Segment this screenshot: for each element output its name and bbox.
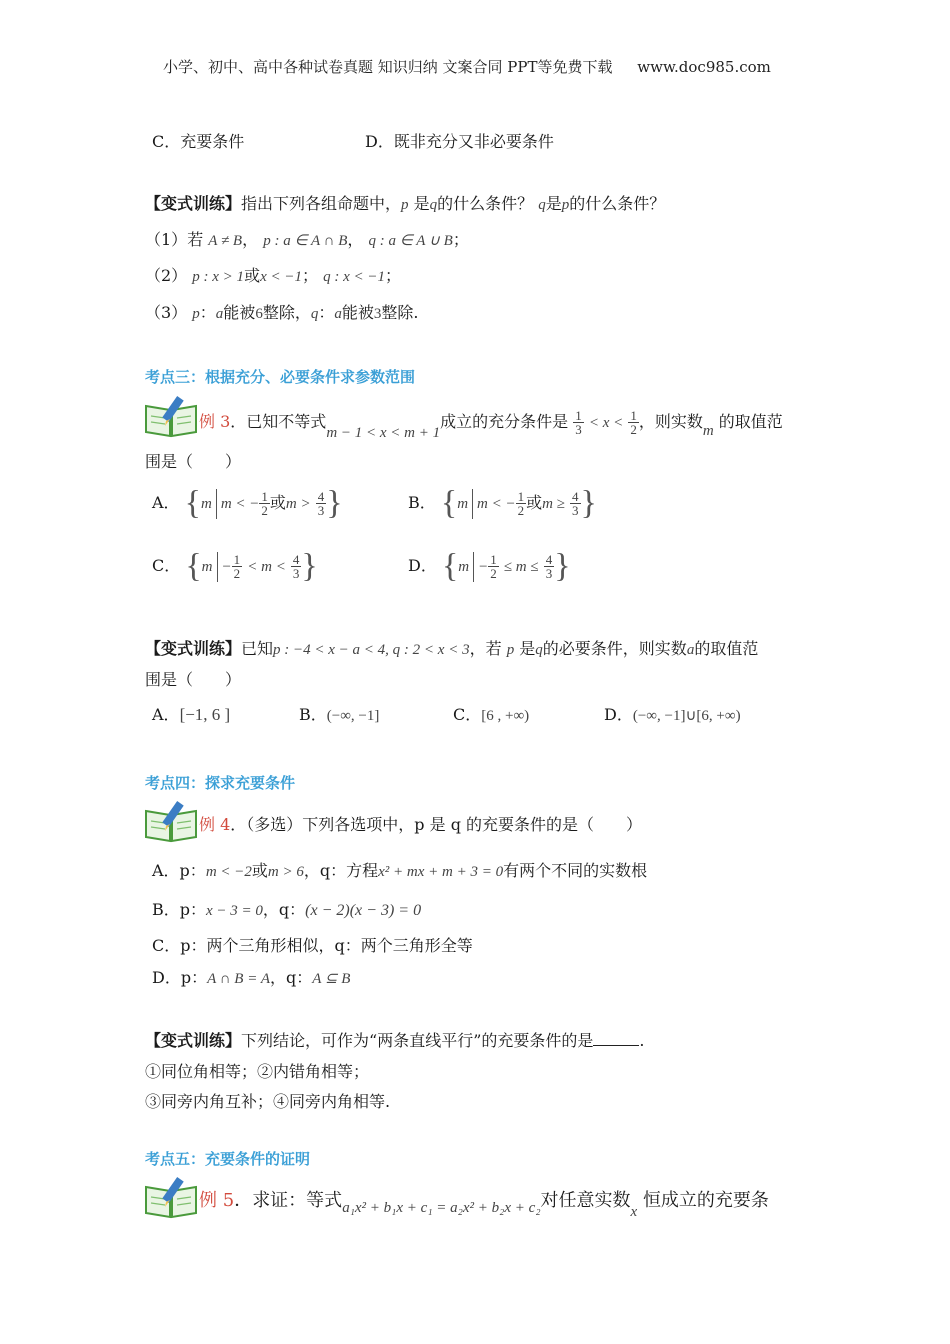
fraction-four-thirds: [316, 490, 327, 517]
math-q: q: [538, 197, 546, 213]
text: ．: [234, 1190, 253, 1211]
variant-2-option-c[interactable]: [453, 704, 529, 727]
example-5-line-1: [199, 1188, 769, 1220]
text: ，: [242, 230, 259, 249]
math-a: a: [334, 306, 342, 322]
math-interval: (−∞, −1]: [326, 708, 380, 724]
math-expr: q : a ∈ A ∪ B: [368, 233, 453, 249]
math-a: a: [686, 642, 695, 658]
text: 或: [269, 493, 286, 512]
fraction-four-thirds: [544, 553, 555, 580]
variant-1-item-1: [145, 229, 469, 252]
math-expr: m < −: [477, 496, 516, 512]
text: ：: [318, 303, 335, 322]
text: 求证：等式: [252, 1190, 343, 1211]
text: 能被: [341, 303, 374, 322]
math-q: q: [429, 197, 438, 213]
text: 对任意实数: [540, 1190, 631, 1211]
math-expr: −: [221, 559, 232, 575]
math-expr: (x − 2)(x − 3) = 0: [305, 902, 422, 919]
example-4-option-c[interactable]: C．p：两个三角形相似，q：两个三角形全等: [152, 936, 473, 955]
frac-den: 3: [575, 422, 582, 437]
prev-option-d: D．既非充分又非必要条件: [365, 132, 554, 151]
frac-num: 1: [630, 408, 637, 423]
text: ．: [230, 815, 247, 834]
example-3-option-a[interactable]: [152, 480, 343, 526]
option-letter: A．: [152, 705, 180, 724]
section-4-heading: 考点四：探求充要条件: [145, 774, 296, 792]
text: ，: [347, 230, 364, 249]
fraction-one-half: [628, 409, 639, 436]
frac-den: 3: [545, 566, 553, 581]
math-x: x: [630, 1204, 638, 1220]
book-pencil-icon: [143, 799, 199, 843]
header-text: 小学、初中、高中各种试卷真题 知识归纳 文案合同 PPT等免费下载: [163, 58, 613, 76]
brace-open: {: [184, 484, 201, 522]
math-interval: (−∞, −1]∪[6, +∞): [632, 708, 741, 724]
frac-den: 2: [630, 422, 637, 437]
variant-1-item-2: [145, 265, 401, 288]
brace-open: {: [441, 547, 459, 585]
set-bar: [217, 552, 218, 582]
option-letter: C．: [152, 556, 181, 575]
variant-2-option-a[interactable]: [152, 704, 230, 726]
variant-1-intro: [145, 193, 665, 216]
math-num: 3: [373, 306, 382, 322]
variant-3-line-1: [145, 1030, 644, 1052]
header-url[interactable]: www.doc985.com: [637, 58, 771, 76]
frac-den: 3: [317, 503, 325, 518]
frac-num: 4: [292, 552, 300, 567]
fraction-one-third: [573, 409, 584, 436]
variant-2-option-b[interactable]: [299, 704, 379, 727]
example-4-question: [199, 814, 642, 836]
text: 的什么条件？: [437, 194, 534, 213]
text: 下列结论，可作为“两条直线平行”的充要条件的是: [241, 1031, 594, 1050]
math-interval: [−1, 6 ]: [179, 705, 231, 724]
math-expr: a₁x² + b₁x + c₁ = a₂x² + b₂x + c₂: [342, 1200, 541, 1216]
variant-2-option-d[interactable]: [604, 704, 741, 727]
variant-2-line-2: 围是（ ）: [145, 670, 242, 689]
math-p: p: [401, 197, 409, 213]
math-expr: p : −4 < x − a < 4, q : 2 < x < 3: [273, 642, 470, 658]
set-bar: [216, 489, 217, 519]
math-p: p: [506, 642, 515, 658]
text: 整除，: [262, 303, 311, 322]
brace-close: }: [326, 484, 343, 522]
text: 成立的充分条件是: [440, 412, 569, 431]
example-3-option-d[interactable]: [408, 543, 571, 589]
fraction-half: [488, 553, 499, 580]
text: （多选）下列各选项中，p 是 q 的充要条件的是（ ）: [246, 815, 643, 834]
example-3-line-2: 围是（ ）: [145, 452, 242, 471]
variant-3-line-2: ①同位角相等；②内错角相等；: [145, 1062, 370, 1081]
book-pencil-icon: [143, 394, 199, 438]
text: .: [639, 1031, 645, 1050]
option-letter: B．: [299, 705, 327, 724]
text: 有两个不同的实数根: [503, 861, 648, 880]
text: 的必要条件，则实数: [542, 639, 687, 658]
math-q: q: [310, 306, 319, 322]
section-3-heading: 考点三：根据充分、必要条件求参数范围: [145, 368, 416, 386]
text: ．: [230, 412, 247, 431]
math-expr: m >: [285, 496, 311, 512]
example-label: 例 5: [199, 1190, 235, 1211]
math-interval: [6 , +∞): [481, 708, 530, 724]
brace-close: }: [301, 547, 318, 585]
math-expr: m ≥: [542, 496, 565, 512]
text: ，若: [469, 639, 502, 658]
math-expr: ≤ m ≤: [503, 559, 539, 575]
fraction-four-thirds: [570, 490, 581, 517]
text: 若: [187, 230, 204, 249]
set-bar: [472, 489, 473, 519]
item-number: （3）: [145, 303, 188, 322]
frac-den: 2: [233, 566, 241, 581]
text: 已知: [241, 639, 274, 658]
math-expr: m < −: [220, 496, 260, 512]
brace-close: }: [580, 484, 597, 522]
text: ；: [301, 266, 318, 285]
fraction-half: [232, 553, 243, 580]
brace-open: {: [185, 547, 202, 585]
math-expr: x − 3 = 0: [206, 903, 263, 919]
text: 已知不等式: [246, 412, 327, 431]
item-number: （1）: [145, 230, 188, 249]
math-expr: A ∩ B = A: [207, 971, 270, 987]
math-ineq: m − 1 < x < m + 1: [326, 425, 441, 441]
frac-den: 3: [572, 503, 579, 518]
math-expr: m > 6: [267, 864, 304, 880]
section-5-heading: 考点五：充要条件的证明: [145, 1150, 311, 1168]
text: ；: [452, 230, 469, 249]
option-letter: C．: [453, 705, 482, 724]
math-expr: < m <: [247, 559, 286, 575]
frac-den: 2: [261, 503, 268, 518]
text: 的取值范: [694, 639, 759, 658]
brace-open: {: [440, 484, 458, 522]
math-expr: x² + mx + m + 3 = 0: [378, 864, 504, 880]
variant-2-line-1: [145, 638, 758, 661]
math-m: m: [200, 496, 212, 512]
text: ，q：: [269, 968, 313, 987]
math-expr: q : x < −1: [323, 269, 385, 285]
example-4-option-d[interactable]: [152, 967, 350, 990]
text: 是: [413, 194, 430, 213]
example-label: 例 3: [199, 412, 231, 431]
option-letter: D．: [604, 705, 633, 724]
text: 或: [526, 493, 543, 512]
frac-num: 1: [490, 552, 497, 567]
math-m: m: [702, 423, 714, 439]
math-m: m: [458, 559, 470, 575]
variant-3-line-3: ③同旁内角互补；④同旁内角相等.: [145, 1092, 391, 1111]
text: 恒成立的充要条: [642, 1190, 769, 1211]
variant-tag: 【变式训练】: [145, 194, 242, 213]
frac-num: 4: [317, 489, 325, 504]
math-m: m: [457, 496, 469, 512]
example-4-option-b[interactable]: [152, 899, 421, 922]
text: 整除.: [381, 303, 419, 322]
option-label: A．p：: [152, 861, 206, 880]
math-ineq: < x <: [588, 415, 624, 431]
option-label: B．p：: [152, 900, 207, 919]
text: ；: [385, 266, 402, 285]
text: ，则实数: [638, 412, 703, 431]
math-q: q: [535, 642, 543, 658]
frac-num: 4: [572, 489, 579, 504]
text: ：: [199, 303, 216, 322]
math-m: m: [201, 559, 213, 575]
example-3-line-1: [199, 402, 783, 442]
example-3-option-b[interactable]: [408, 480, 597, 526]
text: 的什么条件？: [569, 194, 666, 213]
text: ，q：方程: [303, 861, 379, 880]
prev-option-c: C．充要条件: [152, 132, 245, 151]
text: 或: [244, 266, 261, 285]
fraction-four-thirds: [291, 553, 302, 580]
math-expr: p : a ∈ A ∩ B: [263, 233, 348, 249]
fraction-half: [516, 490, 527, 517]
example-label: 例 4: [199, 815, 231, 834]
site-header: [163, 56, 771, 78]
math-expr: x < −1: [260, 269, 302, 285]
text: 是: [545, 194, 562, 213]
variant-tag: 【变式训练】: [145, 1031, 242, 1050]
frac-num: 1: [233, 552, 241, 567]
text: 的取值范: [718, 412, 783, 431]
text: ，q：: [262, 900, 306, 919]
math-p: p: [192, 306, 200, 322]
option-letter: B．: [408, 493, 436, 512]
option-label: D．p：: [152, 968, 208, 987]
variant-1-item-3: [145, 302, 418, 325]
option-letter: D．: [408, 556, 437, 575]
math-expr: p : x > 1: [192, 269, 245, 285]
math-p: p: [561, 197, 570, 213]
math-expr: A ≠ B: [208, 233, 243, 249]
example-4-option-a[interactable]: [152, 860, 647, 883]
fraction-half: [259, 490, 270, 517]
math-expr: A ⊆ B: [312, 971, 351, 987]
frac-den: 2: [490, 566, 497, 581]
text: 能被: [223, 303, 256, 322]
book-pencil-icon: [143, 1175, 199, 1219]
example-3-option-c[interactable]: [152, 543, 318, 589]
text: 指出下列各组命题中，: [241, 194, 402, 213]
frac-num: 4: [545, 552, 553, 567]
frac-den: 2: [517, 503, 525, 518]
math-expr: m < −2: [205, 864, 252, 880]
set-bar: [473, 552, 474, 582]
text: 或: [251, 861, 268, 880]
frac-num: 1: [261, 489, 268, 504]
answer-blank[interactable]: [593, 1031, 639, 1046]
math-a: a: [215, 306, 224, 322]
frac-num: 1: [575, 408, 582, 423]
text: 是: [519, 639, 536, 658]
math-expr: −: [478, 559, 489, 575]
frac-den: 3: [292, 566, 300, 581]
variant-tag: 【变式训练】: [145, 639, 242, 658]
frac-num: 1: [517, 489, 525, 504]
option-letter: A．: [152, 493, 180, 512]
brace-close: }: [554, 547, 571, 585]
item-number: （2）: [145, 266, 188, 285]
math-num: 6: [255, 306, 263, 322]
